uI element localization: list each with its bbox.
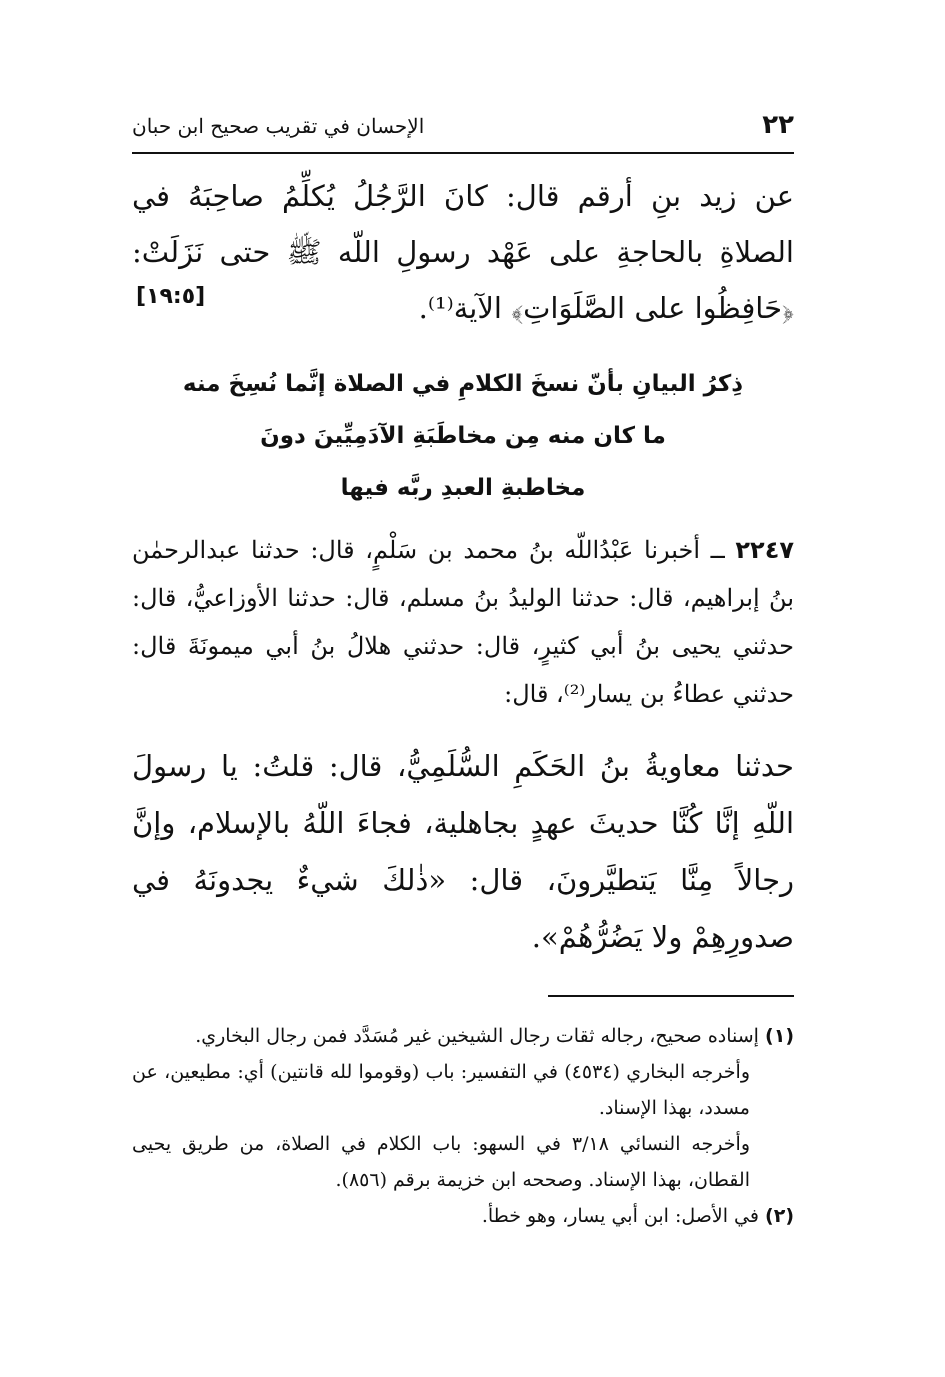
hadith-number: ٢٢٤٧ xyxy=(735,536,794,564)
hadith-reference: [١٩:٥] xyxy=(136,284,206,309)
footnote-text: وأخرجه النسائي ٣/١٨ في السهو: باب الكلام في الصلاة، من طريق يحيى القطان، بهذا الإسناد. وصححه ابن خزيمة برقم (٨٥٦). xyxy=(132,1133,750,1191)
hadith-text-2: حدثنا معاويةُ بنُ الحَكَمِ السُّلَمِيُّ، قال: قلتُ: يا رسولَ اللّهِ إنَّا كُنَّا حديثَ عهدٍ بجاهلية، فجاءَ اللّهُ بالإسلام، وإنَّ رجالاً مِنَّا يَتطيَّرونَ، قال: «ذٰلكَ شيءٌ يجدونَهُ في صدورِهِمْ ولا يَضُرُّهُمْ». xyxy=(132,749,794,954)
page-header xyxy=(132,106,794,150)
footnote-text: وأخرجه البخاري (٤٥٣٤) في التفسير: باب (وقوموا لله قانتين) أي: مطيعين، عن مسدد، بهذا الإسناد. xyxy=(132,1061,750,1119)
chapter-heading-line: ذِكرُ البيانِ بأنّ نسخَ الكلامِ في الصلاة إنَّما نُسِخَ منه xyxy=(182,371,744,397)
chapter-heading xyxy=(132,358,794,514)
footnote xyxy=(132,1198,794,1234)
footnote-marker: (٢) xyxy=(765,1205,794,1227)
isnad-text: ــ أخبرنا عَبْدُاللّه بنُ محمد بن سَلْمٍ، قال: حدثنا عبدالرحمٰن بنُ إبراهيم، قال: حدثنا الوليدُ بنُ مسلم، قال: حدثنا الأوزاعيُّ، قال: حدثني يحيى بنُ أبي كثيرٍ، قال: حدثني هلالُ بنُ أبي ميمونَةَ قال: حدثني عطاءُ بن يسار⁽²⁾، قال: xyxy=(132,536,794,708)
header-divider xyxy=(132,152,794,154)
chapter-heading-line: مخاطبةِ العبدِ ربَّه فيها xyxy=(340,475,586,501)
running-title: الإحسان في تقريب صحيح ابن حبان xyxy=(132,114,425,138)
chapter-heading-line: ما كان منه مِن مخاطَبَةِ الآدَمِيِّينَ دونَ xyxy=(260,423,666,449)
footnote xyxy=(132,1126,794,1198)
hadith-text-1: عن زيد بنِ أرقم قال: كانَ الرَّجُلُ يُكلِّمُ صاحِبَهُ في الصلاةِ بالحاجةِ على عَهْد رسولِ اللّه ﷺ حتى نَزَلَتْ: ﴿حَافِظُوا على الصَّلَوَاتِ﴾ الآية⁽¹⁾. xyxy=(132,179,794,325)
footnote-marker: (١) xyxy=(765,1025,794,1047)
page-number: ٢٢ xyxy=(762,110,794,140)
footnote-text: إسناده صحيح، رجاله ثقات رجال الشيخين غير مُسَدَّد فمن رجال البخاري. xyxy=(195,1025,759,1047)
isnad-paragraph xyxy=(132,526,794,718)
footnote-text: في الأصل: ابن أبي يسار، وهو خطأ. xyxy=(481,1205,759,1227)
footnote xyxy=(132,1054,794,1126)
footnote-divider xyxy=(548,995,794,997)
footnotes xyxy=(132,1018,794,1234)
footnote xyxy=(132,1018,794,1054)
